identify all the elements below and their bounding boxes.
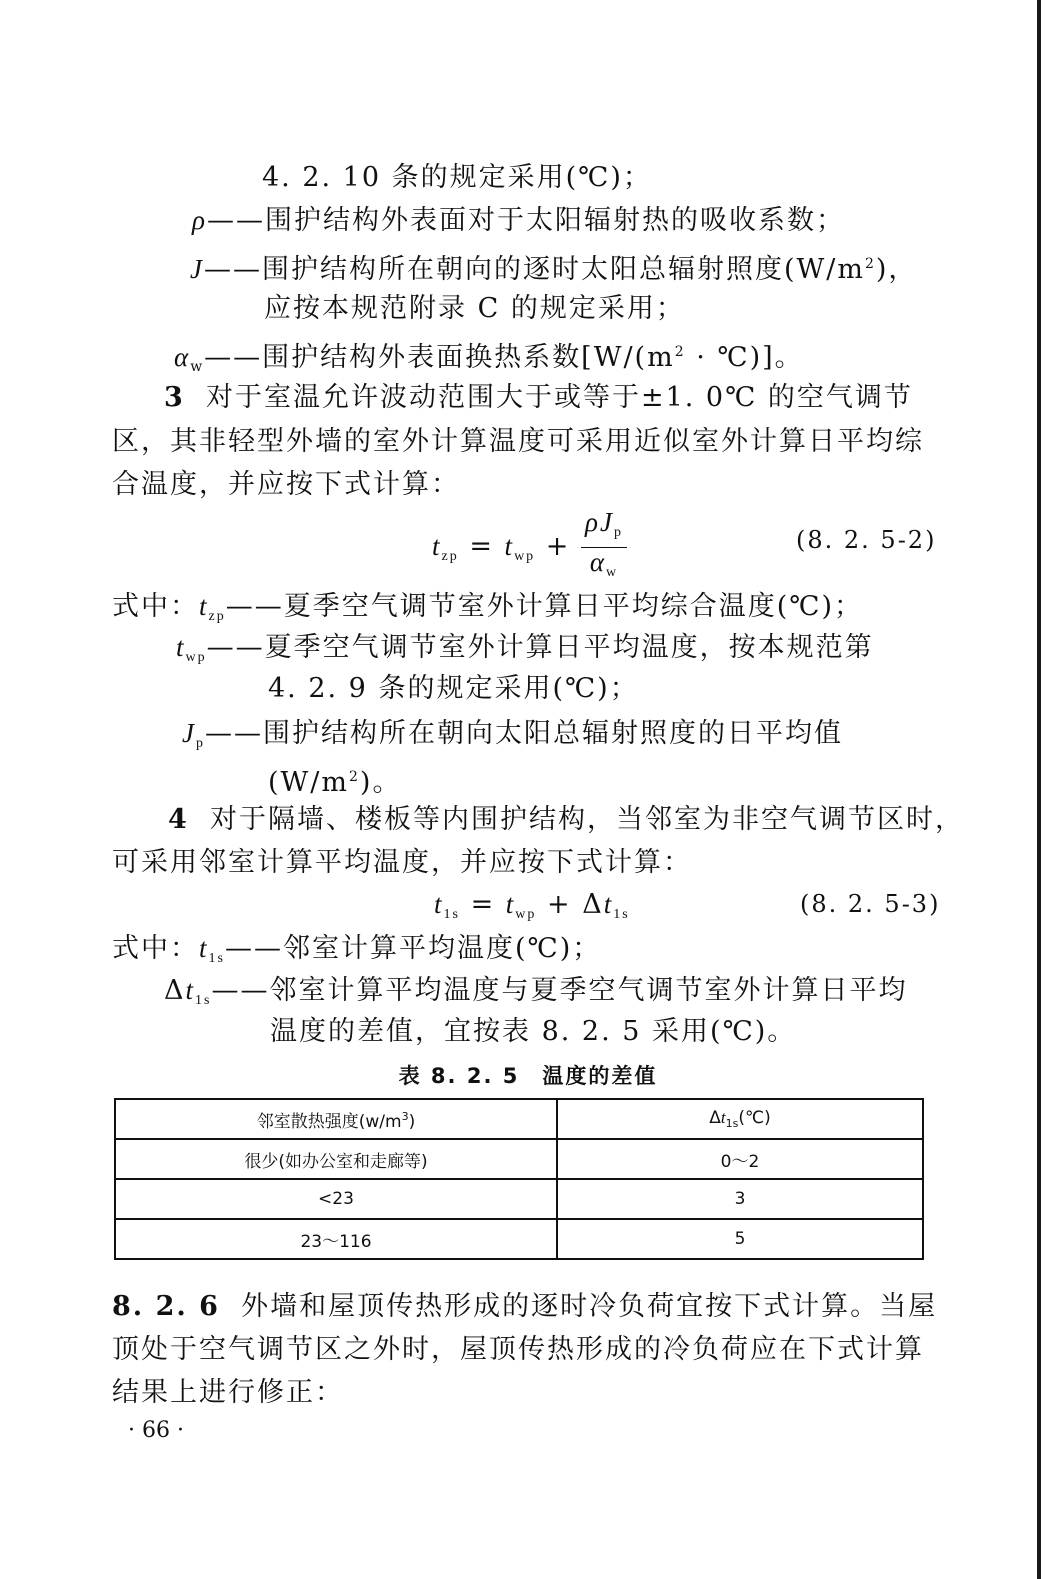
- symbol: ρ: [192, 205, 207, 235]
- paragraph-4-line-2: 可采用邻室计算平均温度，并应按下式计算：: [112, 847, 692, 878]
- symbol: $t_{wp}$: [176, 632, 207, 665]
- equation-8-2-5-2: [432, 508, 627, 587]
- text: )。: [359, 767, 402, 798]
- definition-text: ——夏季空气调节室外计算日平均综合温度(℃)；: [225, 591, 864, 622]
- definition-t-zp: [112, 588, 863, 635]
- header-cell-left: 邻室散热强度$(w/m^3)$: [115, 1099, 557, 1139]
- equation-number: (8. 2. 5-3): [800, 890, 941, 918]
- symbol: $t_{1s}$: [185, 975, 212, 1008]
- table-row: [115, 1219, 923, 1259]
- header-cell-right: $\Delta t_{1s}(℃)$: [557, 1099, 923, 1139]
- plus-sign: +: [545, 531, 571, 562]
- definition-text: ——围护结构所在朝向的逐时太阳总辐射照度(W/m: [203, 254, 865, 285]
- definition-t-wp: [176, 629, 874, 676]
- symbol: J: [190, 254, 204, 284]
- section-text: 外墙和屋顶传热形成的逐时冷负荷宜按下式计算。当屋: [241, 1291, 938, 1322]
- definition-text: ——夏季空气调节室外计算日平均温度，按本规范第: [206, 632, 874, 663]
- symbol: $J_p$: [182, 718, 205, 751]
- symbol: α: [174, 342, 191, 372]
- paragraph-text: 对于室温允许波动范围大于或等于±1. 0℃ 的空气调节: [205, 382, 913, 413]
- symbol: $t_{zp}$: [199, 591, 226, 624]
- definition-text: ——围护结构外表面换热系数[W/(m: [204, 342, 675, 373]
- text-line: 温度的差值，宜按表 8. 2. 5 采用(℃)。: [270, 1016, 797, 1047]
- symbol: $t_{1s}$: [199, 933, 225, 966]
- paragraph-3-line-1: [164, 380, 913, 416]
- section-8-2-6-line-2: 顶处于空气调节区之外时，屋顶传热形成的冷负荷应在下式计算: [112, 1334, 924, 1365]
- numerator: $\rho J_p$: [581, 508, 627, 548]
- superscript: 2: [348, 769, 360, 785]
- difference-table: [114, 1098, 924, 1260]
- paragraph-number: 3: [164, 382, 185, 413]
- definition-text: · ℃)]。: [685, 342, 804, 373]
- section-8-2-6-line-1: [112, 1289, 937, 1325]
- table-cell: 5: [557, 1219, 923, 1259]
- text-line: 4. 2. 10 条的规定采用(℃)；: [262, 162, 652, 193]
- equation-8-2-5-3: $t_{1s} = t_{wp} + \Delta t_{1s}$: [434, 889, 630, 922]
- section-number: 8. 2. 6: [112, 1291, 220, 1322]
- superscript: 2: [864, 256, 876, 272]
- definition-text: ——邻室计算平均温度与夏季空气调节室外计算日平均: [211, 975, 908, 1006]
- definition-alpha-w: [174, 334, 804, 385]
- definition-text: )，: [875, 254, 918, 285]
- page-number: · 66 ·: [128, 1418, 184, 1443]
- denominator: $\alpha_w$: [589, 547, 619, 580]
- paragraph-4-line-1: [168, 802, 964, 838]
- text-line: 4. 2. 9 条的规定采用(℃)；: [268, 673, 639, 704]
- text-line: 应按本规范附录 C 的规定采用；: [264, 293, 685, 324]
- table-row: [115, 1139, 923, 1179]
- definition-text: ——邻室计算平均温度(℃)；: [224, 933, 602, 964]
- definition-rho: [192, 202, 845, 239]
- eq-t-zp: $t_{zp}$: [432, 531, 459, 564]
- table-cell: 23～116: [115, 1219, 557, 1259]
- definition-text: ——围护结构外表面对于太阳辐射热的吸收系数；: [206, 205, 845, 236]
- table-cell: 0～2: [557, 1139, 923, 1179]
- text-line: [268, 759, 401, 801]
- fraction: [581, 508, 627, 587]
- where-label: 式中：: [112, 591, 199, 622]
- definition-text: ——围护结构所在朝向太阳总辐射照度的日平均值: [204, 718, 843, 749]
- paragraph-3-line-2: 区，其非轻型外墙的室外计算温度可采用近似室外计算日平均综: [112, 426, 924, 457]
- definition-J: [190, 246, 917, 288]
- table-cell: 3: [557, 1179, 923, 1219]
- table-cell: <23: [115, 1179, 557, 1219]
- subscript: w: [190, 359, 205, 375]
- table-header-row: [115, 1099, 923, 1139]
- superscript: 2: [674, 344, 686, 360]
- section-8-2-6-line-3: 结果上进行修正：: [112, 1377, 344, 1408]
- paragraph-number: 4: [168, 804, 189, 835]
- where-label: 式中：: [112, 933, 199, 964]
- table-caption: 表 8. 2. 5 温度的差值: [398, 1064, 658, 1088]
- equation-number: (8. 2. 5-2): [796, 526, 937, 554]
- definition-J-p: [182, 715, 843, 762]
- definition-delta-t-1s: $\Delta t_{1s}——$邻室计算平均温度与夏季空气调节室外计算日平均: [164, 975, 908, 1008]
- paragraph-3-line-3: 合温度，并应按下式计算：: [112, 469, 460, 500]
- eq-t-wp: $t_{wp}$: [504, 531, 536, 564]
- definition-t-1s: [112, 930, 601, 977]
- table-cell: 很少(如办公室和走廊等): [115, 1139, 557, 1179]
- table-row: [115, 1179, 923, 1219]
- text: (W/m: [268, 767, 349, 798]
- page-edge-line: [1037, 0, 1041, 1579]
- paragraph-text: 对于隔墙、楼板等内围护结构，当邻室为非空气调节区时，: [209, 804, 964, 835]
- equals-sign: =: [469, 531, 494, 562]
